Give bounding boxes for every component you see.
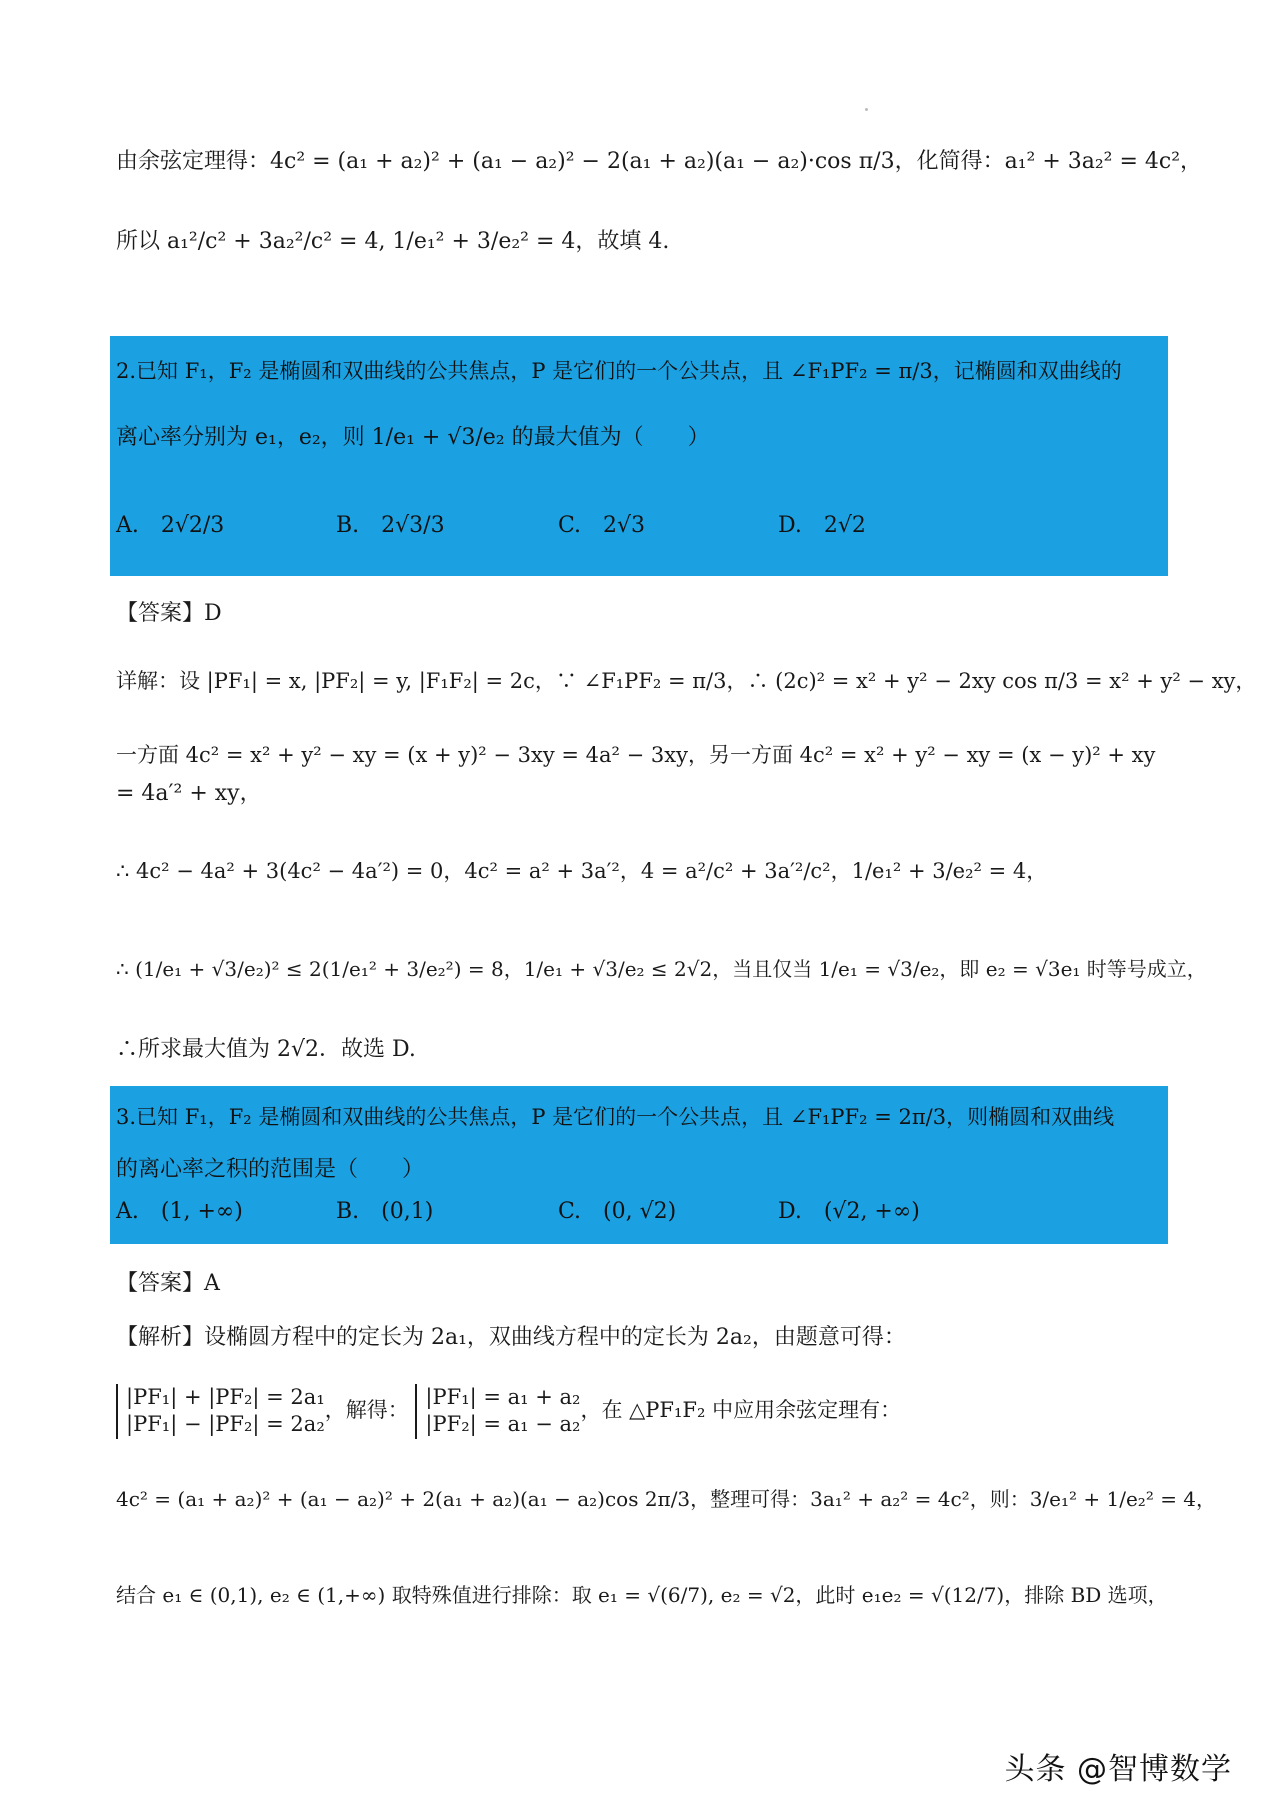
answer2-detail5: ∴ (1/e₁ + √3/e₂)² ≤ 2(1/e₁² + 3/e₂²) = 8，1/e₁ + √3/e₂ ≤ 2√2，当且仅当 1/e₁ = √3/e₂，即 e₂ = √3e₁ 时等号成立， <box>116 957 1207 981</box>
cosine-law-text: ，在 △PF₁F₂ 中应用余弦定理有： <box>580 1397 902 1422</box>
answer2-detail3: = 4a′² + xy， <box>116 781 262 806</box>
question2-stem2: 离心率分别为 e₁，e₂，则 1/e₁ + √3/e₂ 的最大值为（ ） <box>116 425 710 450</box>
question2-option-b: B. 2√3/3 <box>336 513 445 538</box>
answer3-system-row <box>116 1384 901 1439</box>
answer2-label: 【答案】D <box>116 601 222 626</box>
answer2-detail2: 一方面 4c² = x² + y² − xy = (x + y)² − 3xy = 4a² − 3xy，另一方面 4c² = x² + y² − xy = (x − y)² + xy <box>116 743 1156 767</box>
answer2-detail1: 详解：设 |PF₁| = x, |PF₂| = y, |F₁F₂| = 2c，∵ ∠F₁PF₂ = π/3，∴ (2c)² = x² + y² − 2xy cos π/3 = x² + y² − xy， <box>116 669 1257 693</box>
question3-stem2: 的离心率之积的范围是（ ） <box>116 1157 425 1182</box>
speck <box>865 108 868 111</box>
system1 <box>116 1384 325 1439</box>
answer3-explanation2: 4c² = (a₁ + a₂)² + (a₁ − a₂)² + 2(a₁ + a₂)(a₁ − a₂)cos 2π/3，整理可得：3a₁² + a₂² = 4c²，则：3/e₁² + 1/e₂² = 4， <box>116 1487 1217 1511</box>
solution1-line2: 所以 a₁²/c² + 3a₂²/c² = 4, 1/e₁² + 3/e₂² = 4，故填 4. <box>116 229 670 254</box>
answer3-label: 【答案】A <box>116 1271 220 1296</box>
answer3-explanation3: 结合 e₁ ∈ (0,1), e₂ ∈ (1,+∞) 取特殊值进行排除：取 e₁ = √(6/7), e₂ = √2，此时 e₁e₂ = √(12/7)，排除 BD 选项， <box>116 1583 1168 1607</box>
question2-option-d: D. 2√2 <box>778 513 866 538</box>
watermark: 头条 @智博数学 <box>1004 1752 1232 1787</box>
question3-option-a: A. (1, +∞) <box>116 1199 243 1224</box>
answer2-detail4: ∴ 4c² − 4a² + 3(4c² − 4a′²) = 0，4c² = a² + 3a′²，4 = a²/c² + 3a′²/c²，1/e₁² + 3/e₂² = 4， <box>116 859 1048 883</box>
question2-option-a: A. 2√2/3 <box>116 513 225 538</box>
system2 <box>415 1384 580 1439</box>
question3-box <box>110 1086 1168 1244</box>
solution1-line1: 由余弦定理得：4c² = (a₁ + a₂)² + (a₁ − a₂)² − 2(a₁ + a₂)(a₁ − a₂)·cos π/3，化简得：a₁² + 3a₂² = 4c²， <box>116 149 1203 174</box>
solve-text: ，解得： <box>324 1397 409 1422</box>
question3-stem1: 3.已知 F₁，F₂ 是椭圆和双曲线的公共焦点，P 是它们的一个公共点，且 ∠F₁PF₂ = 2π/3，则椭圆和双曲线 <box>116 1105 1115 1129</box>
system1-eq1: |PF₁| + |PF₂| = 2a₁ <box>126 1385 325 1409</box>
answer2-detail6: ∴所求最大值为 2√2．故选 D. <box>116 1037 416 1062</box>
question3-option-b: B. (0,1) <box>336 1199 434 1224</box>
question2-option-c: C. 2√3 <box>558 513 646 538</box>
system1-eq2: |PF₁| − |PF₂| = 2a₂ <box>126 1412 325 1437</box>
question3-option-d: D. (√2, +∞) <box>778 1199 920 1224</box>
system2-eq1: |PF₁| = a₁ + a₂ <box>425 1385 581 1409</box>
answer3-explanation1: 【解析】设椭圆方程中的定长为 2a₁，双曲线方程中的定长为 2a₂，由题意可得： <box>116 1325 906 1350</box>
question2-box <box>110 336 1168 576</box>
question3-option-c: C. (0, √2) <box>558 1199 677 1224</box>
system2-eq2: |PF₂| = a₁ − a₂ <box>425 1412 581 1437</box>
question2-stem1: 2.已知 F₁，F₂ 是椭圆和双曲线的公共焦点，P 是它们的一个公共点，且 ∠F₁PF₂ = π/3，记椭圆和双曲线的 <box>116 359 1122 383</box>
